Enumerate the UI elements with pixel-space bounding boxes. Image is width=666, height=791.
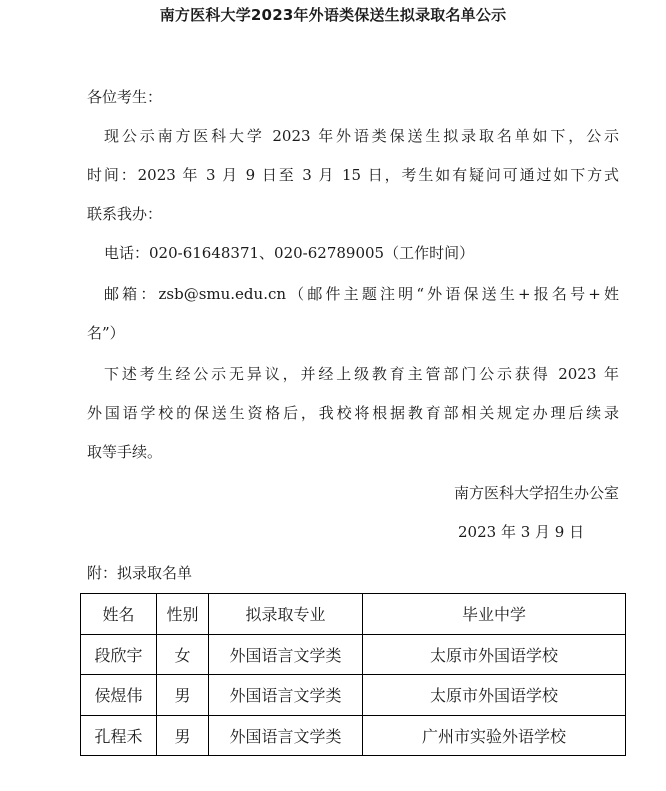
header-name: 姓名 — [81, 594, 157, 635]
cell-gender: 男 — [157, 675, 209, 716]
table-row — [81, 715, 626, 756]
header-school: 毕业中学 — [363, 594, 626, 635]
cell-name: 孔程禾 — [81, 715, 157, 756]
cell-major: 外国语言文学类 — [209, 675, 363, 716]
notice-line-2: 外国语学校的保送生资格后，我校将根据教育部相关规定办理后续录 — [87, 404, 619, 422]
cell-school: 太原市外国语学校 — [363, 634, 626, 675]
table-row — [81, 634, 626, 675]
signature-office: 南方医科大学招生办公室 — [453, 484, 619, 502]
cell-name: 段欣宇 — [81, 634, 157, 675]
intro-line-2: 时间：2023 年 3 月 9 日至 3 月 15 日，考生如有疑问可通过如下方式 — [87, 166, 619, 184]
contact-phone: 电话：020-61648371、020-62789005（工作时间） — [104, 244, 475, 262]
header-major: 拟录取专业 — [209, 594, 363, 635]
cell-major: 外国语言文学类 — [209, 634, 363, 675]
cell-gender: 女 — [157, 634, 209, 675]
cell-school: 太原市外国语学校 — [363, 675, 626, 716]
table-row — [81, 675, 626, 716]
salutation: 各位考生： — [87, 88, 163, 106]
page-title: 南方医科大学2023年外语类保送生拟录取名单公示 — [159, 6, 507, 24]
notice-line-3: 取等手续。 — [87, 443, 163, 461]
signature-date: 2023 年 3 月 9 日 — [458, 523, 585, 541]
cell-gender: 男 — [157, 715, 209, 756]
header-gender: 性别 — [157, 594, 209, 635]
contact-email-line-1: 邮箱：zsb@smu.edu.cn（邮件主题注明“外语保送生+报名号+姓 — [104, 285, 619, 303]
notice-line-1: 下述考生经公示无异议，并经上级教育主管部门公示获得 2023 年 — [104, 365, 619, 383]
cell-name: 侯煜伟 — [81, 675, 157, 716]
table-header-row — [81, 594, 626, 635]
attachment-label: 附：拟录取名单 — [87, 564, 193, 582]
cell-school: 广州市实验外语学校 — [363, 715, 626, 756]
cell-major: 外国语言文学类 — [209, 715, 363, 756]
contact-email-line-2: 名”） — [87, 324, 125, 342]
intro-line-1: 现公示南方医科大学 2023 年外语类保送生拟录取名单如下，公示 — [104, 127, 619, 145]
intro-line-3: 联系我办： — [87, 205, 163, 223]
admission-list-table — [80, 593, 626, 756]
